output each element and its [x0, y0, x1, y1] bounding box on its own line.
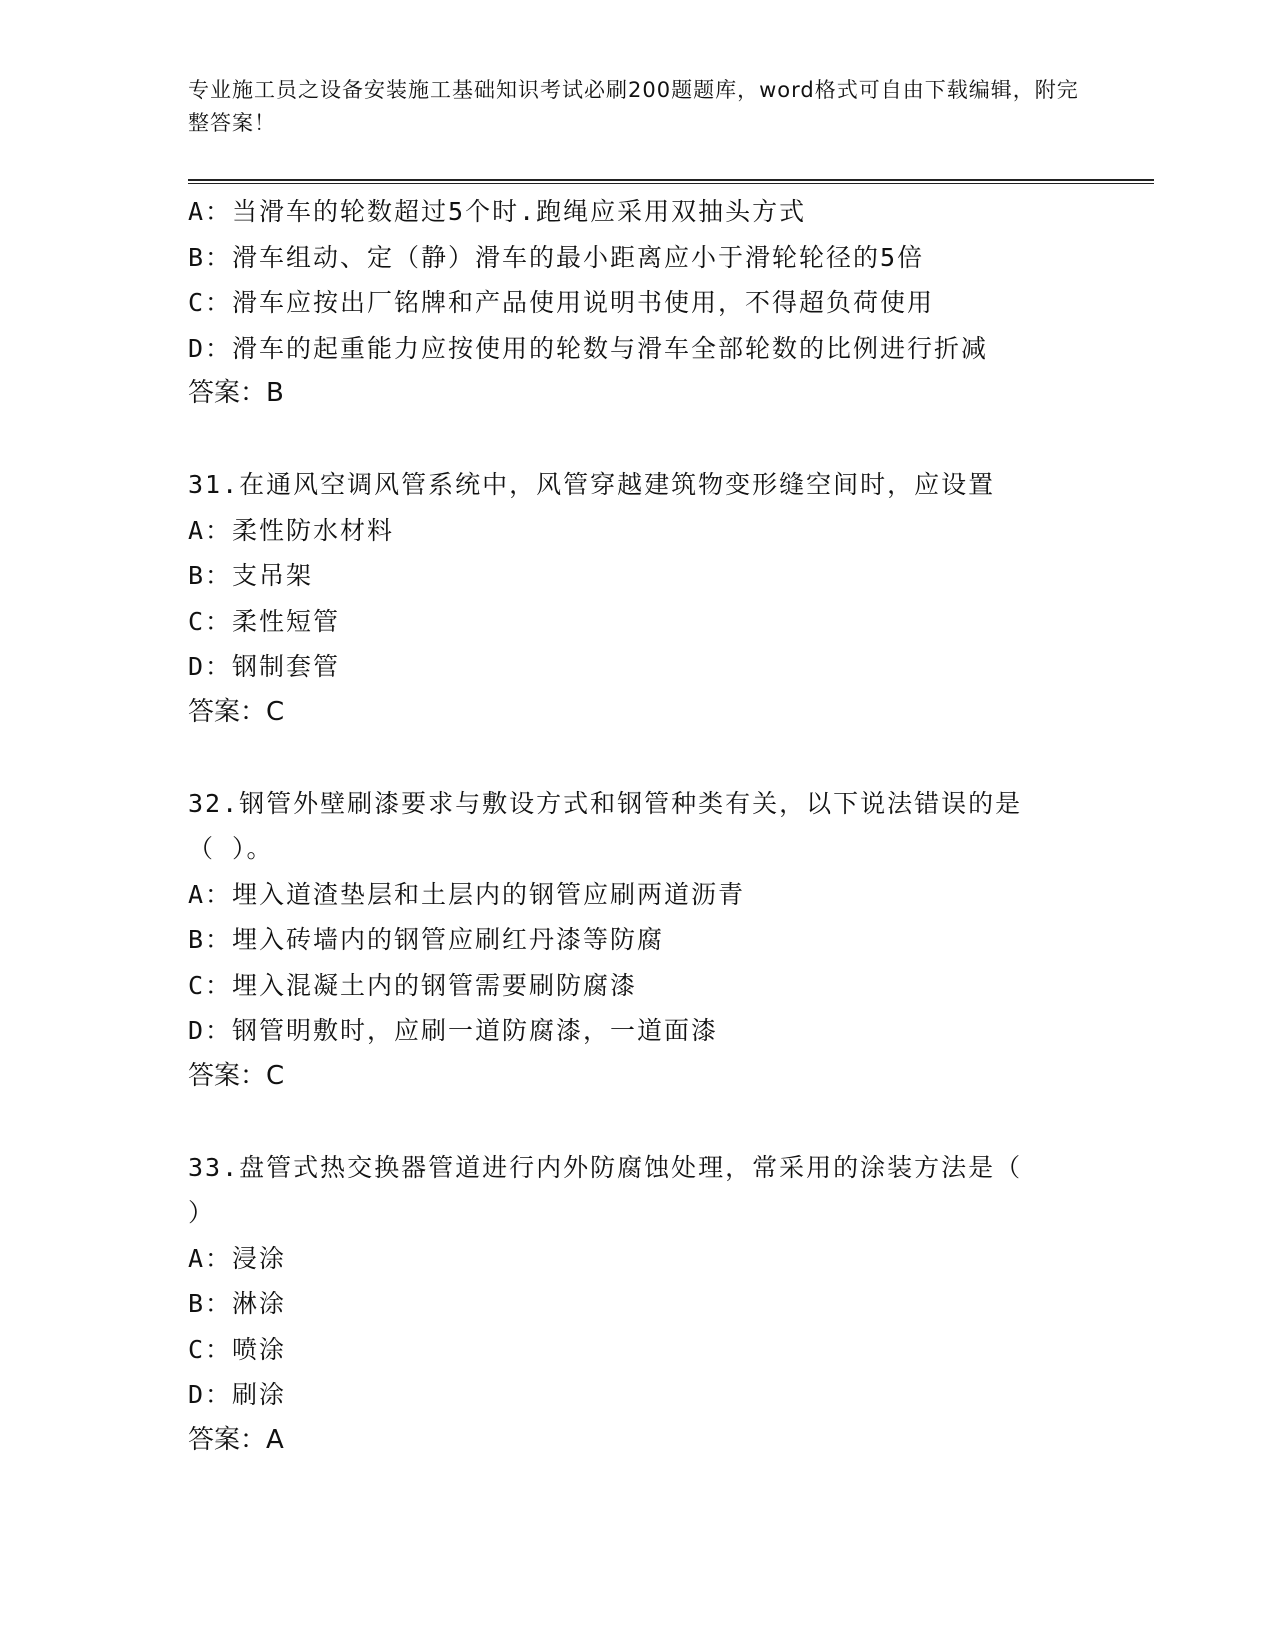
answer: 答案：B — [188, 378, 284, 408]
option-a: A：埋入道渣垫层和土层内的钢管应刷两道沥青 — [188, 879, 746, 909]
answer: 答案：C — [188, 696, 285, 727]
option-d: D：钢管明敷时，应刷一道防腐漆，一道面漆 — [188, 1016, 719, 1045]
question-31 — [188, 462, 1088, 735]
option-c: C：喷涂 — [188, 1334, 287, 1364]
option-b: B：支吊架 — [188, 561, 314, 590]
question-content — [188, 189, 1088, 1463]
header-rule-thin — [188, 183, 1154, 184]
option-c: C：滑车应按出厂铭牌和产品使用说明书使用，不得超负荷使用 — [188, 288, 935, 317]
question-text-line2: （ ）。 — [188, 834, 274, 863]
header-rule-thick — [188, 179, 1154, 181]
answer: 答案：C — [188, 1060, 285, 1091]
option-d: D：滑车的起重能力应按使用的轮数与滑车全部轮数的比例进行折减 — [188, 333, 989, 363]
question-30 — [188, 189, 1088, 417]
option-d: D：钢制套管 — [188, 652, 341, 681]
question-text-line2: ） — [188, 1198, 216, 1227]
option-c: C：柔性短管 — [188, 606, 341, 636]
option-b: B：淋涂 — [188, 1289, 287, 1318]
option-b: B：滑车组动、定（静）滑车的最小距离应小于滑轮轮径的5倍 — [188, 242, 925, 272]
option-a: A：柔性防水材料 — [188, 515, 395, 545]
answer: 答案：A — [188, 1424, 284, 1455]
question-text: 31.在通风空调风管系统中，风管穿越建筑物变形缝空间时，应设置 — [188, 470, 996, 499]
question-33 — [188, 1145, 1088, 1464]
option-d: D：刷涂 — [188, 1380, 287, 1409]
option-b: B：埋入砖墙内的钢管应刷红丹漆等防腐 — [188, 925, 665, 954]
option-a: A：浸涂 — [188, 1243, 287, 1273]
question-text-line1: 32.钢管外壁刷漆要求与敷设方式和钢管种类有关，以下说法错误的是 — [188, 788, 1023, 818]
question-32 — [188, 781, 1088, 1100]
question-text-line1: 33.盘管式热交换器管道进行内外防腐蚀处理，常采用的涂装方法是（ — [188, 1152, 1023, 1182]
option-c: C：埋入混凝土内的钢管需要刷防腐漆 — [188, 970, 638, 1000]
document-header-title: 专业施工员之设备安装施工基础知识考试必刷200题题库，word格式可自由下载编辑，附完整答案！ — [188, 78, 1079, 135]
option-a: A：当滑车的轮数超过5个时.跑绳应采用双抽头方式 — [188, 197, 807, 226]
